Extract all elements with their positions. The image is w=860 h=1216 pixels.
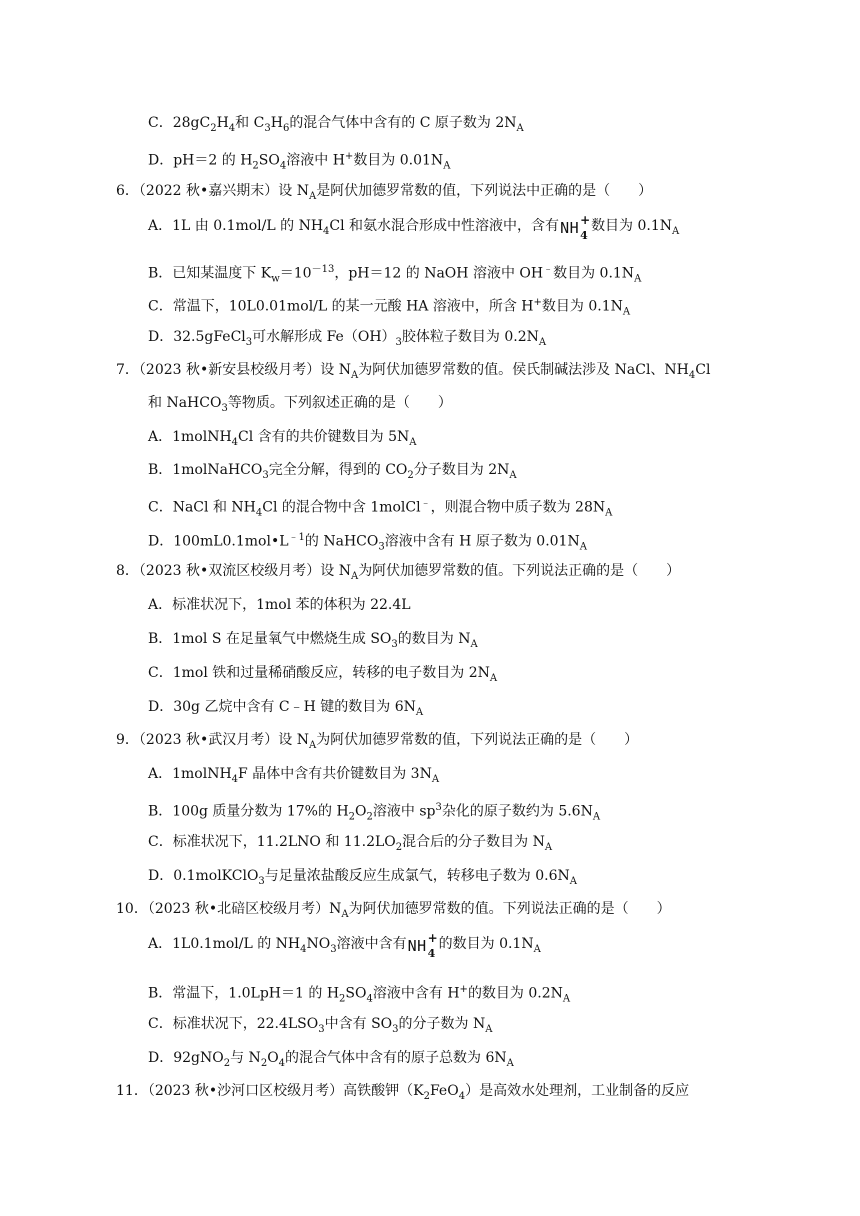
q9-option-c: C．标准状况下，11.2LNO 和 $11.2LO_2$混合后的分子数目为 $N_A$ bbox=[148, 834, 553, 853]
ammonium-ion-symbol: NH + 4 bbox=[407, 931, 438, 960]
q9-option-a: A．1molNH$_4$F 晶体中含有共价键数目为 $3N_A$ bbox=[148, 766, 440, 785]
q9-option-b: B．100g 质量分数为 17%的 $H_2O_2$溶液中 $sp^3$杂化的原子数约为 $5.6N_A$ bbox=[148, 802, 601, 823]
q6-option-b: B．已知某温度下 $K_w=10^{-13}$，pH＝12 的 NaOH 溶液中 OH﹣数目为 $0.1N_A$ bbox=[148, 264, 642, 285]
q7-option-c: C．NaCl 和 $NH_4Cl$ 的混合物中含 1molCl﹣，则混合物中质子数为 $28N_A$ bbox=[148, 498, 613, 519]
q6-option-d: D．32.5gFeCl$_3$可水解形成 $Fe(OH)_3$胶体粒子数目为 $0.2N_A$ bbox=[148, 329, 547, 348]
q6-option-c: C．常温下，10L0.01mol/L 的某一元酸 HA 溶液中，所含 H+数目为 $0.1N_A$ bbox=[148, 297, 631, 318]
q7-option-a: A．1molNH$_4$Cl 含有的共价键数目为 $5N_A$ bbox=[148, 429, 417, 448]
question-6-stem: 6．（2022 秋•嘉兴期末）设 $N_A$是阿伏加德罗常数的值，下列说法中正确的是（ ） bbox=[116, 183, 653, 202]
q7-option-b: B．1molNaHCO$_3$完全分解，得到的 $CO_2$分子数目为 $2N_A$ bbox=[148, 462, 517, 481]
question-11-stem: 11．（2023 秋•沙河口区校级月考）高铁酸钾$(K_2FeO_4)$是高效水处理剂，工业制备的反应 bbox=[116, 1083, 690, 1102]
q10-option-a: A．1L0.1mol/L 的 $NH_4NO_3$溶液中含有 NH + 4 的数目为 $0.1N_A$ bbox=[148, 931, 541, 960]
q7-option-d: D．$100mL0.1mol•L^{﹣1}$的 NaHCO$_3$溶液中含有 H 原子数为 $0.01N_A$ bbox=[148, 532, 587, 553]
question-10-stem: 10．（2023 秋•北碚区校级月考）$N_A$为阿伏加德罗常数的值。下列说法正确的是（ ） bbox=[116, 901, 671, 920]
q8-option-d: D．30g 乙烷中含有 C﹣H 键的数目为 $6N_A$ bbox=[148, 699, 424, 718]
question-8-stem: 8．（2023 秋•双流区校级月考）设 $N_A$为阿伏加德罗常数的值。下列说法正确的是（ ） bbox=[116, 563, 681, 582]
q8-option-b: B．1mol S 在足量氧气中燃烧生成 $SO_3$的数目为 $N_A$ bbox=[148, 631, 478, 650]
q8-option-c: C．1mol 铁和过量稀硝酸反应，转移的电子数目为 $2N_A$ bbox=[148, 665, 498, 684]
q9-option-d: D．0.1molKClO$_3$与足量浓盐酸反应生成氯气，转移电子数为 $0.6N_A$ bbox=[148, 868, 577, 887]
question-7-stem: 7．（2023 秋•新安县校级月考）设 $N_A$为阿伏加德罗常数的值。侯氏制碱法涉及 NaCl、$NH_4Cl$ bbox=[116, 362, 711, 381]
q6-option-a: A．1L 由 0.1mol/L 的 $NH_4Cl$ 和氨水混合形成中性溶液中，含有 NH + 4 数目为 $0.1N_A$ bbox=[148, 213, 680, 242]
question-9-stem: 9．（2023 秋•武汉月考）设 $N_A$为阿伏加德罗常数的值，下列说法正确的是（ ） bbox=[116, 732, 639, 751]
q8-option-a: A．标准状况下，1mol 苯的体积为 22.4L bbox=[148, 597, 411, 613]
question-7-stem-continued: 和 NaHCO$_3$等物质。下列叙述正确的是（ ） bbox=[148, 395, 452, 414]
q10-option-b: B．常温下，1.0LpH＝1 的 $H_2SO_4$溶液中含有 H+的数目为 $0.2N_A$ bbox=[148, 984, 571, 1005]
q10-option-c: C．标准状况下，$22.4LSO_3$中含有 $SO_3$的分子数为 $N_A$ bbox=[148, 1016, 493, 1035]
ammonium-ion-symbol: NH + 4 bbox=[560, 213, 591, 242]
q5-option-d: D．pH＝2 的 $H_2SO_4$溶液中 H+数目为 $0.01N_A$ bbox=[148, 151, 451, 172]
q10-option-d: D．92gNO$_2$与 $N_2O_4$的混合气体中含有的原子总数为 $6N_A$ bbox=[148, 1050, 514, 1069]
q5-option-c: C．$28gC_2H_4$和 $C_3H_6$的混合气体中含有的 C 原子数为 $2N_A$ bbox=[148, 115, 524, 134]
